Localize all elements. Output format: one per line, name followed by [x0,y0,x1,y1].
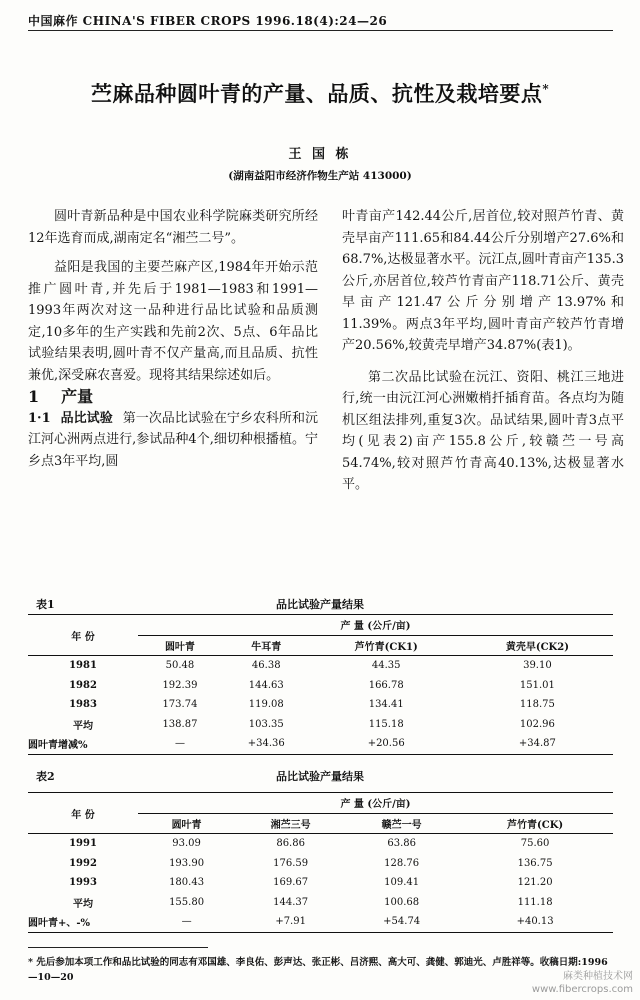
table-row [28,695,613,715]
section-number: 1 [28,387,40,406]
table2-col-header: 芦竹青(CK) [457,813,613,834]
table1-label: 表1 [36,598,55,611]
table-cell-year: 1992 [69,857,97,869]
table1 [28,614,613,755]
table-cell: +40.13 [457,912,613,932]
section-title: 产量 [61,387,94,406]
table-cell: +54.74 [346,912,457,932]
table1-header-row [28,615,613,636]
table-cell-year: 平均 [73,898,93,910]
table-cell-year: 1982 [69,679,97,691]
table-cell-year: 1983 [69,699,97,711]
title-text: 苎麻品种圆叶青的产量、品质、抗性及栽培要点 [90,81,543,106]
table-cell: 100.68 [384,896,420,908]
paragraph-trial-1-cont: 叶青亩产142.44公斤,居首位,较对照芦竹青、黄壳早亩产111.65和84.44公斤分别增产27.6%和68.7%,达极显著水平。沅江点,圆叶青亩产135.3公斤,亦居首位,较芦竹青亩产118.71公斤、黄壳早亩产121.47公斤分别增产13.97%和11.39%。两点3年平均,圆叶青亩产较芦竹青增产20.56%,较黄壳早增产34.87%(表1)。 [342,209,624,353]
table-cell: 134.41 [368,699,404,711]
table-cell: 119.08 [248,699,284,711]
table-cell: 144.37 [273,896,309,908]
table-cell: 63.86 [387,838,416,850]
table-cell: 102.96 [519,718,555,730]
table-cell: 118.75 [519,699,555,711]
table-cell: 155.80 [169,896,205,908]
table-cell: 75.60 [520,838,550,850]
table1-unit-header: 产 量 (公斤/亩) [138,615,613,636]
table2-col-header: 圆叶青 [138,813,235,834]
table-cell: 173.74 [162,699,198,711]
paragraph-intro: 圆叶青新品种是中国农业科学院麻类研究所经12年选育而成,湖南定名“湘苎二号”。 [28,209,318,246]
left-column [28,206,318,472]
table-cell: 176.59 [273,857,309,869]
table1-col-header: 芦竹青(CK1) [311,635,462,656]
watermark-line: 麻类种植技术网 [563,971,633,982]
table-row [28,715,613,735]
table-cell: 121.20 [517,877,553,889]
table-cell-year: 1993 [69,877,97,889]
table2-label: 表2 [36,770,55,783]
table-row [28,854,613,874]
table2-unit-header: 产 量 (公斤/亩) [138,793,613,814]
table2-header-row [28,793,613,814]
table-cell: 192.39 [162,679,198,691]
table-cell: 44.35 [371,660,401,672]
author-affiliation: (湖南益阳市经济作物生产站 413000) [228,170,412,182]
table-row [28,873,613,893]
table-cell: 144.63 [248,679,284,691]
table-cell: 166.78 [368,679,404,691]
table-cell: 193.90 [169,857,205,869]
paragraph-trial-2: 第二次品比试验在沅江、资阳、桃江三地进行,统一由沅江河心洲嫩梢扦插育苗。各点均为随机区组法排列,重复3次。品试结果,圆叶青3点平均(见表2)亩产155.8公斤,较赣苎一号高54.74%,较对照芦竹青高40.13%,达极显著水平。 [342,369,624,492]
table-cell: 86.86 [276,838,305,850]
subsection-number: 1·1 [28,410,51,426]
footnote: * 先后参加本项工作和品比试验的同志有邓国雄、李良佑、彭声达、张正彬、吕济熙、高大可、龚健、郭迪光、卢胜祥等。收稿日期:1996—10—20 [28,957,608,983]
table-row [28,912,613,932]
table-cell-year: 圆叶青增减% [28,734,138,754]
table2-col-header: 湘苎三号 [235,813,346,834]
table-cell: 169.67 [273,877,309,889]
table-cell: 128.76 [384,857,420,869]
table-row [28,834,613,854]
table1-title: 品比试验产量结果 [276,598,364,611]
table1-col-header: 牛耳青 [222,635,311,656]
table-cell: 136.75 [517,857,553,869]
table-row [28,656,613,676]
right-column [342,206,624,496]
table-cell-year: 1991 [69,838,97,850]
subsection-trial [28,408,318,473]
author-name: 王 国 栋 [288,147,352,162]
table-cell: — [138,734,222,754]
table1-col-header: 黄壳早(CK2) [462,635,613,656]
table2 [28,792,613,933]
article-title [0,78,640,108]
table-cell: +7.91 [235,912,346,932]
paragraph-trial-1: 第一次品比试验在宁乡农科所和沅江河心洲两点进行,参试品种4个,细切种根播植。宁乡点3年平均,圆 [28,410,318,469]
table-cell: 39.10 [523,660,552,672]
paragraph-background: 益阳是我国的主要苎麻产区,1984年开始示范推广圆叶青,并先后于1981—1983和1991—1993年两次对这一品种进行品比试验和品质测定,10多年的生产实践和先前2次、5点、6年品比试验结果表明,圆叶青不仅产量高,而且品质、抗性兼优,深受麻农喜爱。现将其结果综述如后。 [28,260,318,383]
table-row [28,734,613,754]
table-cell: 180.43 [169,877,205,889]
table-cell-year: 圆叶青+、-% [28,912,138,932]
table-cell: +34.36 [222,734,311,754]
table2-year-header: 年 份 [28,793,138,834]
footnote-rule [28,947,208,948]
table-row [28,676,613,696]
watermark-url: www.fibercrops.com [531,984,633,995]
table-cell: +20.56 [311,734,462,754]
section-heading-yield [28,386,318,408]
subsection-title: 品比试验 [60,410,113,426]
table-cell: 46.38 [251,660,281,672]
table-cell: 50.48 [165,660,195,672]
header-rule [28,30,613,31]
table2-title: 品比试验产量结果 [276,770,364,783]
table-cell: +34.87 [462,734,613,754]
table1-col-header: 圆叶青 [138,635,222,656]
table-row [28,893,613,913]
table-cell: 138.87 [162,718,198,730]
table-cell: 111.18 [517,896,553,908]
table2-col-header: 赣苎一号 [346,813,457,834]
table-cell: 93.09 [172,838,201,850]
table-cell: 103.35 [248,718,284,730]
table-cell-year: 1981 [69,660,97,672]
table-cell-year: 平均 [73,720,93,732]
table-cell: — [138,912,235,932]
table1-year-header: 年 份 [28,615,138,656]
watermark [488,970,633,996]
journal-header: 中国麻作 CHINA'S FIBER CROPS 1996.18(4):24—26 [28,14,388,28]
table-cell: 109.41 [384,877,420,889]
table-cell: 115.18 [368,718,404,730]
title-footnote-mark: * [542,82,550,96]
table-cell: 151.01 [519,679,555,691]
